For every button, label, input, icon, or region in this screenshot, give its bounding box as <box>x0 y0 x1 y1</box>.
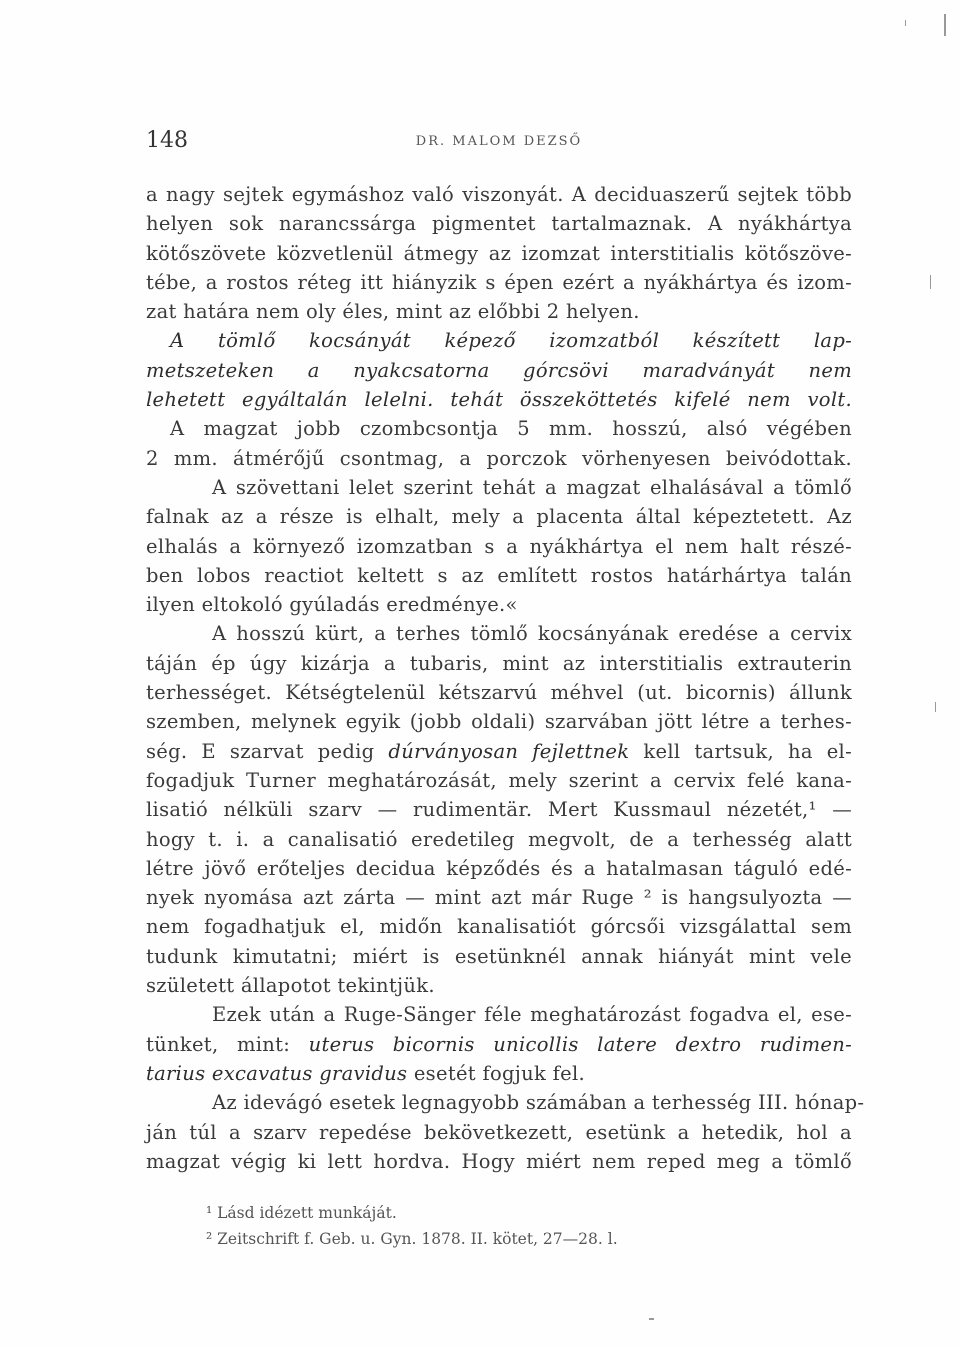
text-line: ján túl a szarv repedése bekövetkezett, esetünk a hetedik, hol a <box>146 1120 852 1144</box>
text-line: fogadjuk Turner meghatározását, mely szerint a cervix felé kana- <box>146 768 852 792</box>
footnotes <box>206 1200 766 1252</box>
scan-speck <box>905 20 906 26</box>
text-line: helyen sok narancssárga pigmentet tartalmaznak. A nyákhártya <box>146 212 852 236</box>
text-line: kötőszövete közvetlenül átmegy az izomzat interstitialis kötőszöve- <box>146 241 852 265</box>
text-line: tébe, a rostos réteg itt hiányzik s épen ezért a nyákhártya és izom- <box>146 270 852 294</box>
footnote: ¹ Lásd idézett munkáját. <box>206 1204 397 1222</box>
text-line: táján ép úgy kizárja a tubaris, mint az interstitialis extrauterin <box>146 651 852 675</box>
text-run: kell tartsuk, ha el- <box>629 739 852 763</box>
text-line: Ezek után a Ruge-Sänger féle meghatározást fogadva el, ese- <box>212 1003 852 1027</box>
text-line: nem fogadhatjuk el, midőn kanalisatiót górcsői vizsgálattal sem <box>146 915 852 939</box>
text-line: terhességet. Kétségtelenül kétszarvú méhvel (ut. bicornis) állunk <box>146 681 852 705</box>
scan-speck <box>930 275 931 289</box>
emphasis-run: tarius excavatus gravidus <box>146 1061 408 1085</box>
body-text <box>146 180 865 1176</box>
text-line: A tömlő kocsányát képező izomzatból készített lap- <box>170 329 852 353</box>
scan-speck <box>649 1318 654 1320</box>
text-line: metszeteken a nyakcsatorna górcsövi maradványát nem <box>146 358 852 382</box>
text-line: ilyen eltokoló gyúladás eredménye.« <box>146 593 518 617</box>
text-line <box>146 1059 852 1088</box>
page-header <box>146 128 852 158</box>
text-line: a nagy sejtek egymáshoz való viszonyát. A deciduaszerű sejtek több <box>146 183 852 206</box>
text-line: hogy t. i. a canalisatió eredetileg megvolt, de a terhesség alatt <box>146 827 852 851</box>
text-line: lehetett egyáltalán lelelni. tehát összeköttetés kifelé nem volt. <box>146 388 852 412</box>
text-line: létre jövő erőteljes decidua képződés és a hatalmasan táguló edé- <box>146 856 852 880</box>
text-line: Az idevágó esetek legnagyobb számában a terhesség III. hónap- <box>212 1091 865 1115</box>
text-line: ben lobos reactiot keltett s az említett rostos határhártya talán <box>146 563 852 587</box>
text-line: elhalás a környező izomzatban s a nyákhártya el nem halt részé- <box>146 534 852 558</box>
page-number: 148 <box>146 128 188 153</box>
emphasis-run: dúrványosan fejlettnek <box>388 739 630 763</box>
text-line <box>146 1030 852 1059</box>
running-head: DR. MALOM DEZSŐ <box>415 134 583 149</box>
text-line: zat határa nem oly éles, mint az előbbi 2 helyen. <box>146 300 640 324</box>
emphasis-run: uterus bicornis unicollis latere dextro rudimen- <box>308 1032 852 1056</box>
text-run: ség. E szarvat pedig <box>146 739 389 763</box>
text-line: 2 mm. átmérőjű csontmag, a porczok vörhenyesen beivódottak. <box>146 446 852 470</box>
scan-speck <box>944 14 946 36</box>
text-line: szemben, melynek egyik (jobb oldali) szarvában jött létre a terhes- <box>146 710 852 734</box>
text-run: esetét fogjuk fel. <box>407 1061 585 1085</box>
text-line: tudunk kimutatni; miért is esetünknél annak hiányát mint vele <box>146 944 852 968</box>
text-line: született állapotot tekintjük. <box>146 974 435 998</box>
text-line <box>146 737 852 766</box>
text-line: nyek nyomása azt zárta — mint azt már Ruge ² is hangsulyozta — <box>146 886 852 910</box>
text-run: tünket, mint: <box>146 1032 309 1056</box>
text-line: magzat végig ki lett hordva. Hogy miért nem reped meg a tömlő <box>146 1149 852 1173</box>
text-line: A magzat jobb czombcsontja 5 mm. hosszú, alsó végében <box>170 417 852 441</box>
text-line: A hosszú kürt, a terhes tömlő kocsányának eredése a cervix <box>212 622 852 646</box>
footnote: ² Zeitschrift f. Geb. u. Gyn. 1878. II. kötet, 27—28. l. <box>206 1230 618 1248</box>
text-line: falnak az a része is elhalt, mely a placenta által képeztetett. Az <box>146 505 852 529</box>
text-line: A szövettani lelet szerint tehát a magzat elhalásával a tömlő <box>212 475 852 499</box>
scan-speck <box>935 702 936 712</box>
text-line: lisatió nélküli szarv — rudimentär. Mert Kussmaul nézetét,¹ — <box>146 798 852 822</box>
